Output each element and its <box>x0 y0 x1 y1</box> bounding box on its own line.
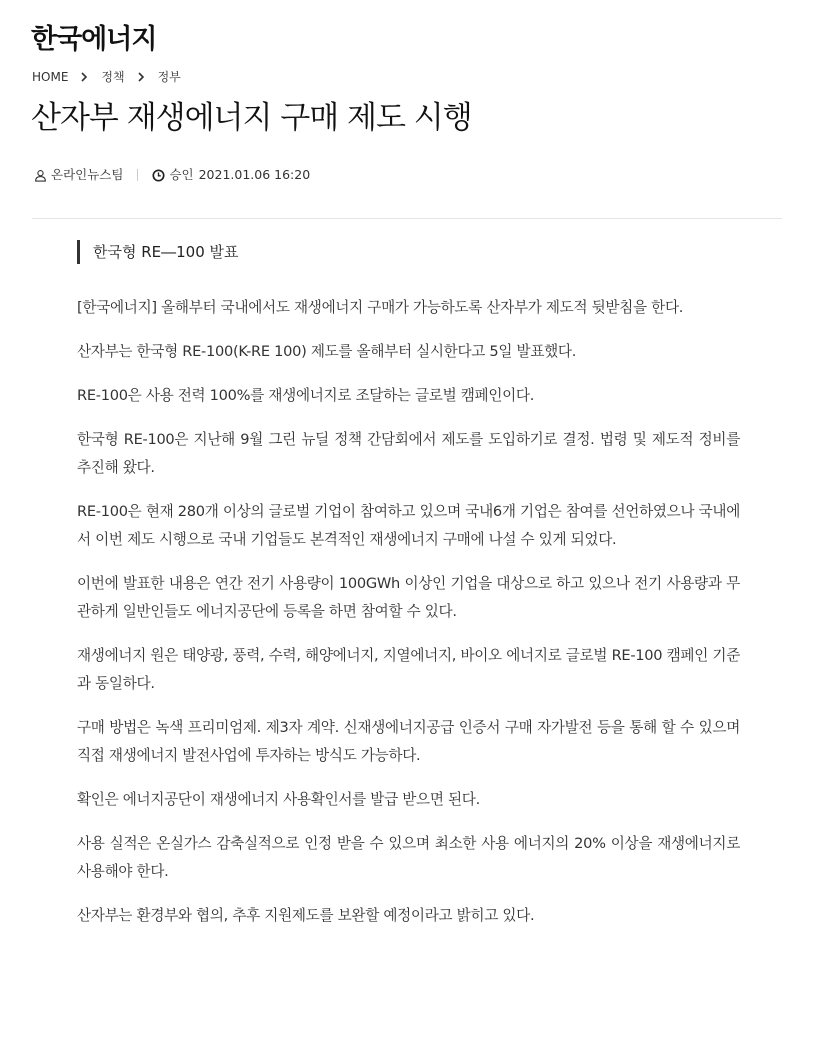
approved-time: 2021.01.06 16:20 <box>198 167 311 182</box>
breadcrumb-home[interactable]: HOME <box>32 70 69 84</box>
article-paragraph: [한국에너지] 올해부터 국내에서도 재생에너지 구매가 가능하도록 산자부가 제도적 뒷받침을 한다. <box>77 299 684 316</box>
user-icon <box>34 169 47 182</box>
site-logo[interactable]: 한국에너지 <box>31 24 157 55</box>
approved-label: 승인 <box>169 167 194 182</box>
breadcrumb-section[interactable]: 정책 <box>101 70 125 84</box>
article-paragraph: RE-100은 현재 280개 이상의 글로벌 기업이 참여하고 있으며 국내6개 기업은 참여를 선언하였으나 국내에서 이번 제도 시행으로 국내 기업들도 본격적인 재생에너지 구매에 나설 수 있게 되었다. <box>77 503 741 548</box>
article-paragraph: 이번에 발표한 내용은 연간 전기 사용량이 100GWh 이상인 기업을 대상으로 하고 있으나 전기 사용량과 무관하게 일반인들도 에너지공단에 등록을 하면 참여할 수 있다. <box>77 575 740 620</box>
chevron-right-icon <box>135 71 147 83</box>
article-paragraph: RE-100은 사용 전력 100%를 재생에너지로 조달하는 글로벌 캠페인이다. <box>77 387 535 404</box>
breadcrumb-subsection[interactable]: 정부 <box>157 70 181 84</box>
article-subtitle: 한국형 RE―100 발표 <box>77 240 239 264</box>
article-paragraph: 구매 방법은 녹색 프리미엄제. 제3자 계약. 신재생에너지공급 인증서 구매 자가발전 등을 통해 할 수 있으며 직접 재생에너지 발전사업에 투자하는 방식도 가능하다. <box>77 719 740 764</box>
article-meta <box>34 166 310 184</box>
article-author[interactable]: 온라인뉴스팀 <box>51 167 124 182</box>
article-paragraph: 확인은 에너지공단이 재생에너지 사용확인서를 발급 받으면 된다. <box>77 791 480 808</box>
breadcrumb <box>32 68 181 86</box>
article-paragraph: 재생에너지 원은 태양광, 풍력, 수력, 해양에너지, 지열에너지, 바이오 에너지로 글로벌 RE-100 캠페인 기준과 동일하다. <box>77 647 740 692</box>
meta-divider <box>137 169 138 181</box>
article-paragraph: 산자부는 환경부와 협의, 추후 지원제도를 보완할 예정이라고 밝히고 있다. <box>77 907 535 924</box>
article-paragraph: 사용 실적은 온실가스 감축실적으로 인정 받을 수 있으며 최소한 사용 에너지의 20% 이상을 재생에너지로 사용해야 한다. <box>77 835 740 880</box>
header-divider <box>32 218 782 219</box>
article-paragraph: 산자부는 한국형 RE-100(K-RE 100) 제도를 올해부터 실시한다고 5일 발표했다. <box>77 343 577 360</box>
article-body <box>77 294 740 946</box>
article-title: 산자부 재생에너지 구매 제도 시행 <box>31 100 472 136</box>
chevron-right-icon <box>78 71 90 83</box>
article-paragraph: 한국형 RE-100은 지난해 9월 그린 뉴딜 정책 간담회에서 제도를 도입하기로 결정. 법령 및 제도적 정비를 추진해 왔다. <box>77 431 741 476</box>
clock-icon <box>152 169 165 182</box>
